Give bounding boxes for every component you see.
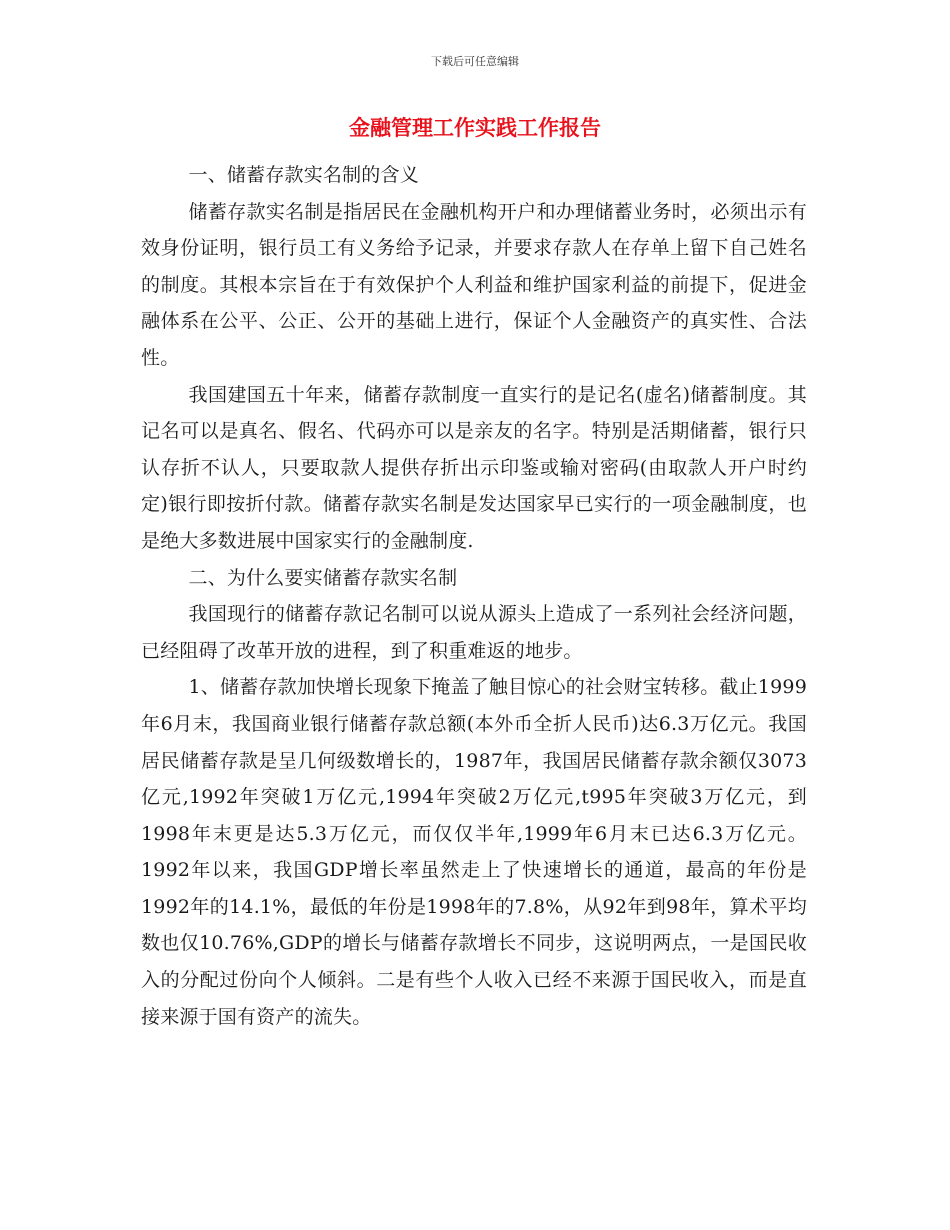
body-paragraph: 我国现行的储蓄存款记名制可以说从源头上造成了一系列社会经济问题，已经阻碍了改革开放的进程，到了积重难返的地步。 bbox=[141, 603, 807, 662]
section-heading-1: 一、储蓄存款实名制的含义 bbox=[188, 164, 419, 186]
body-paragraph: 储蓄存款实名制是指居民在金融机构开户和办理储蓄业务时，必须出示有效身份证明，银行员工有义务给予记录，并要求存款人在存单上留下自己姓名的制度。其根本宗旨在于有效保护个人利益和维护国家利益的前提下，促进金融体系在公平、公正、公开的基础上进行，保证个人金融资产的真实性、合法性。 bbox=[141, 200, 807, 369]
body-paragraph: 我国建国五十年来，储蓄存款制度一直实行的是记名(虚名)储蓄制度。其记名可以是真名、假名、代码亦可以是亲友的名字。特别是活期储蓄，银行只认存折不认人，只要取款人提供存折出示印鉴或输对密码(由取款人开户时约定)银行即按折付款。储蓄存款实名制是发达国家早已实行的一项金融制度，也是绝大多数进展中国家实行的金融制度. bbox=[141, 383, 807, 552]
section-heading-2: 二、为什么要实储蓄存款实名制 bbox=[188, 566, 458, 589]
header-note: 下载后可任意编辑 bbox=[431, 55, 519, 68]
body-paragraph: 1、储蓄存款加快增长现象下掩盖了触目惊心的社会财宝转移。截止1999年6月末，我国商业银行储蓄存款总额(本外币全折人民币)达6.3万亿元。我国居民储蓄存款是呈几何级数增长的，1987年，我国居民储蓄存款余额仅3073亿元,1992年突破1万亿元,1994年突破2万亿元,t995年突破3万亿元，到1998年末更是达5.3万亿元，而仅仅半年,1999年6月末已达6.3万亿元。1992年以来，我国GDP增长率虽然走上了快速增长的通道，最高的年份是1992年的14.1%，最低的年份是1998年的7.8%，从92年到98年，算术平均数也仅10.76%,GDP的增长与储蓄存款增长不同步，这说明两点，一是国民收入的分配过份向个人倾斜。二是有些个人收入已经不来源于国民收入，而是直接来源于国有资产的流失。 bbox=[141, 676, 807, 1028]
document-title: 金融管理工作实践工作报告 bbox=[349, 116, 601, 140]
document-body bbox=[141, 157, 807, 1035]
